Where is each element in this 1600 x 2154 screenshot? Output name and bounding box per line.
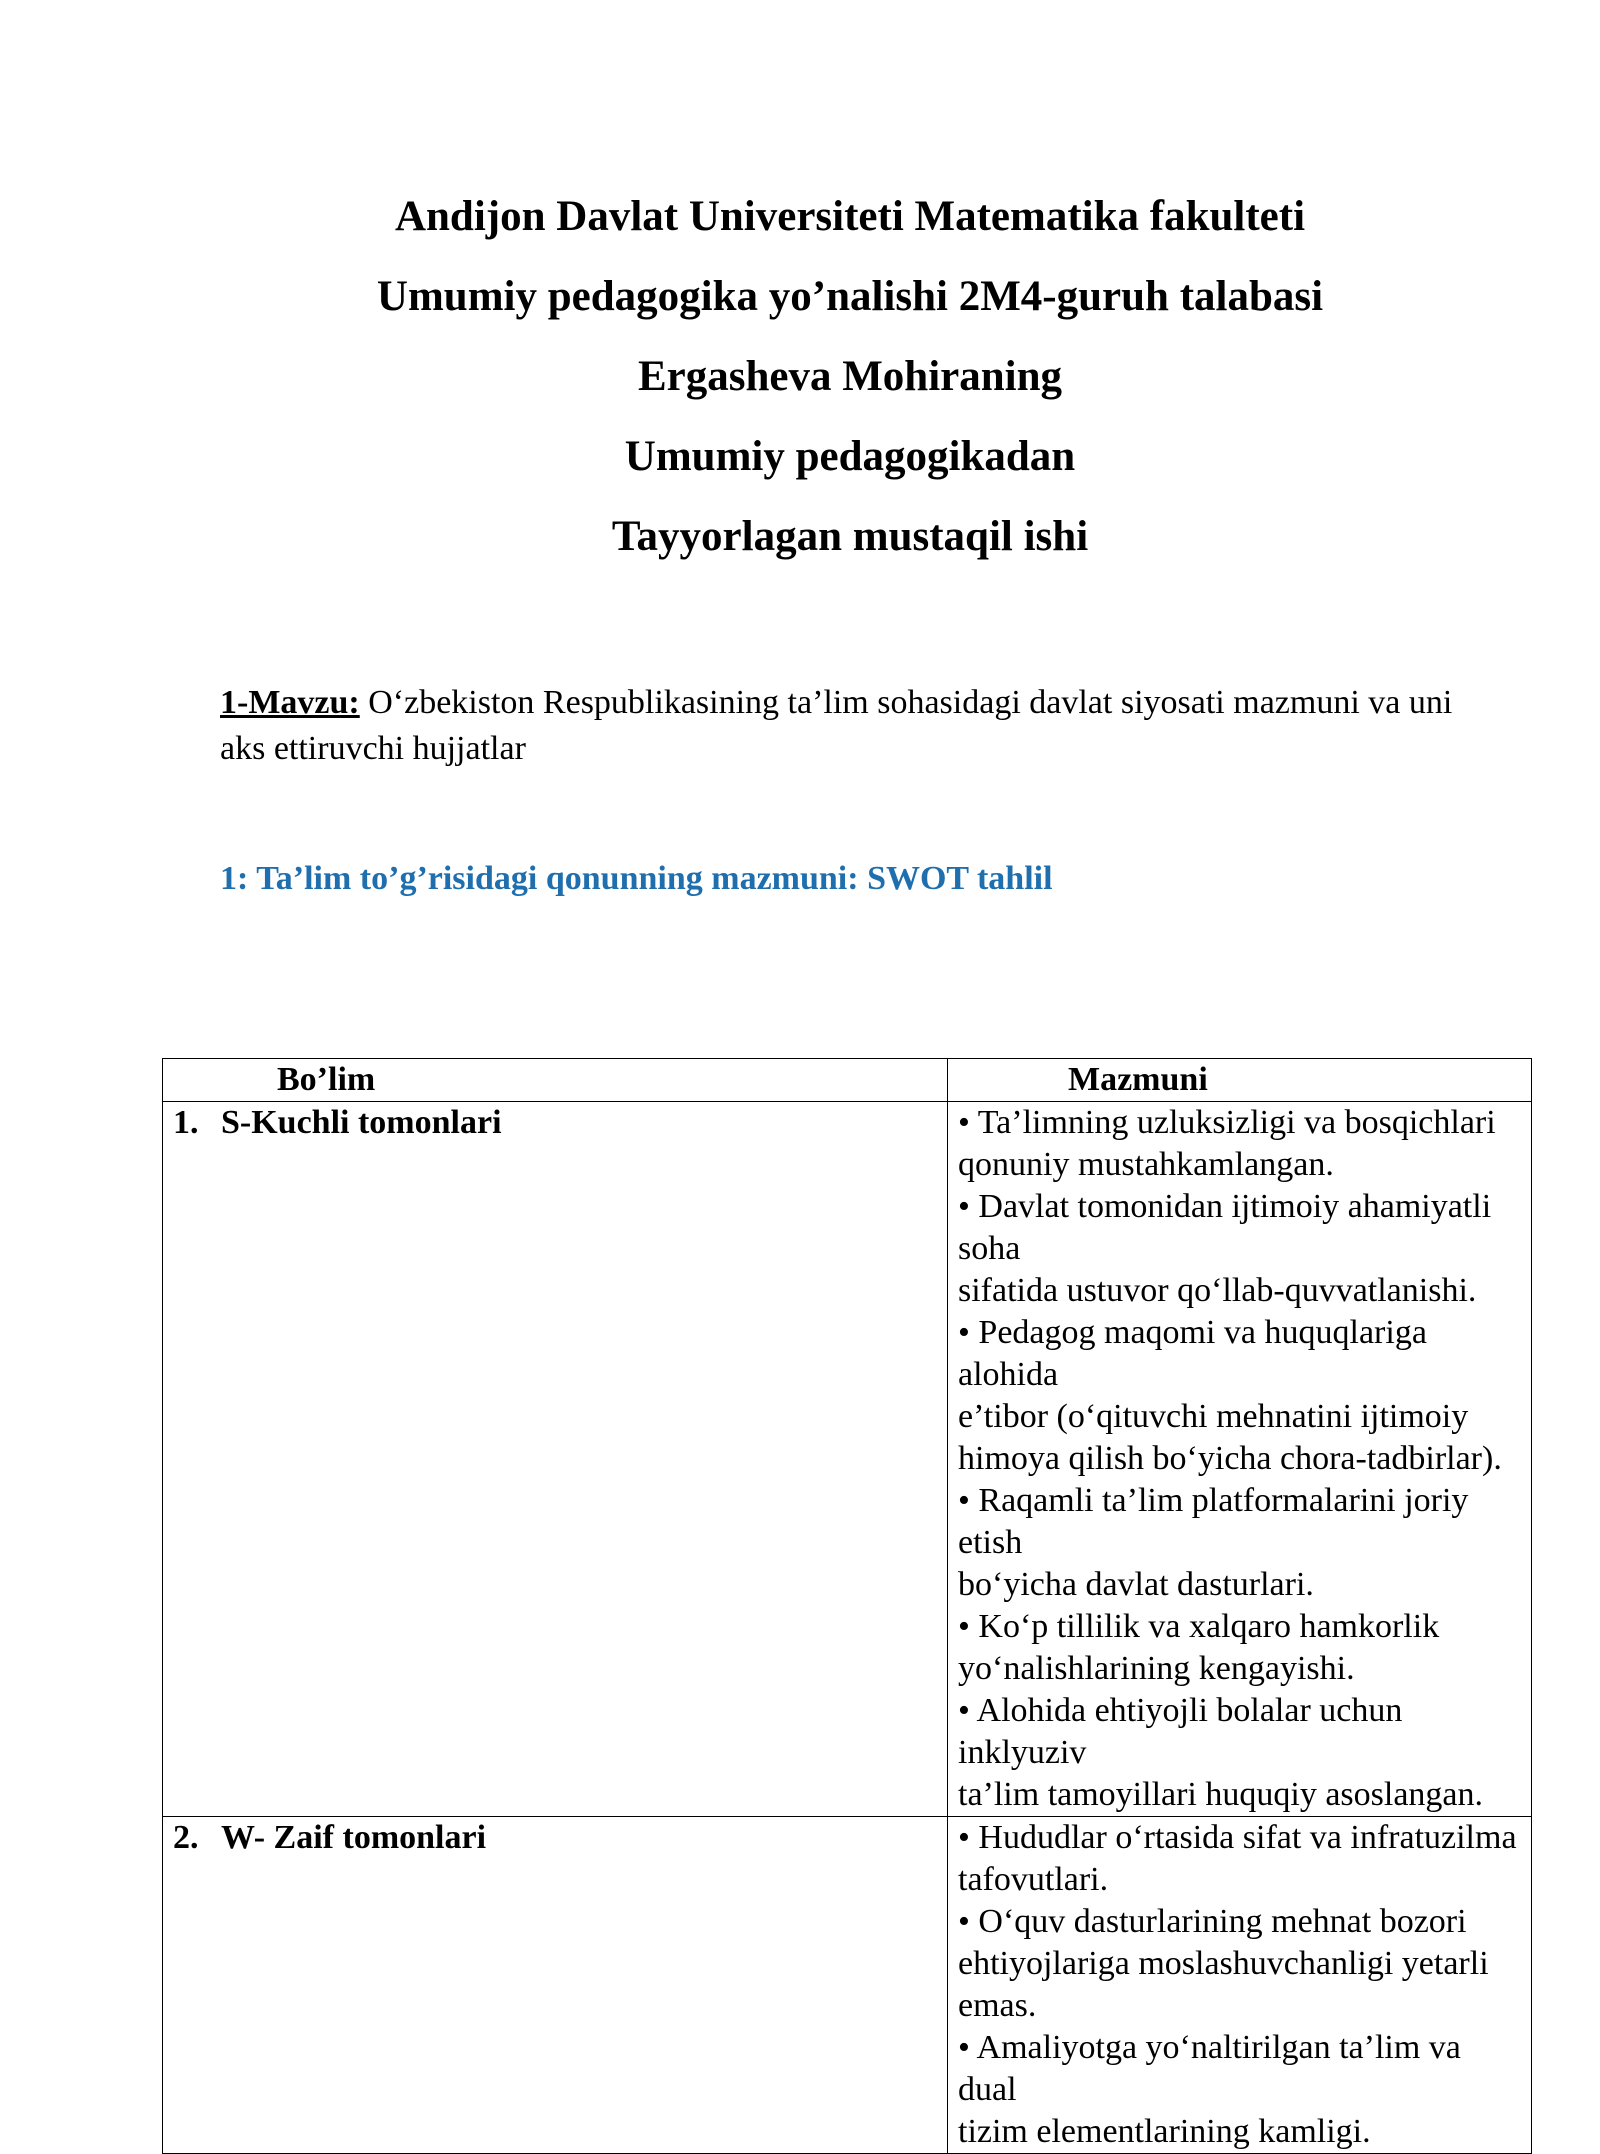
table-header-row — [163, 1059, 1532, 1102]
content-line: • O‘quv dasturlarining mehnat bozori — [958, 1903, 1467, 1940]
content-line: ta’lim tamoyillari huquqiy asoslangan. — [958, 1776, 1484, 1813]
content-line: tafovutlari. — [958, 1861, 1109, 1898]
topic-text: O‘zbekiston Respublikasining ta’lim sohasidagi davlat siyosati mazmuni va uni aks ettiruvchi hujjatlar — [220, 684, 1453, 767]
content-line: tizim elementlarining kamligi. — [958, 2113, 1371, 2150]
row-number: 1. — [173, 1104, 199, 1141]
content-line: bo‘yicha davlat dasturlari. — [958, 1566, 1314, 1603]
title-line-university: Andijon Davlat Universiteti Matematika fakulteti — [394, 193, 1306, 240]
table-row — [163, 1102, 1532, 1817]
content-line: e’tibor (o‘qituvchi mehnatini ijtimoiy — [958, 1398, 1469, 1435]
table-row — [163, 1817, 1532, 2154]
title-line-group: Umumiy pedagogika yo’nalishi 2M4-guruh talabasi — [376, 273, 1324, 320]
content-line: • Pedagog maqomi va huquqlariga alohida — [958, 1314, 1427, 1393]
content-line: yo‘nalishlarining kengayishi. — [958, 1650, 1355, 1687]
content-line: • Ko‘p tillilik va xalqaro hamkorlik — [958, 1608, 1440, 1645]
title-line-subject: Umumiy pedagogikadan — [624, 433, 1076, 480]
section-heading: 1: Ta’lim to’g’risidagi qonunning mazmuni: SWOT tahlil — [220, 860, 1053, 897]
column-header-section: Bo’lim — [163, 1059, 948, 1102]
content-line: • Hududlar o‘rtasida sifat va infratuzilma — [958, 1819, 1517, 1856]
row-number: 2. — [173, 1819, 199, 1856]
title-line-work: Tayyorlagan mustaqil ishi — [611, 513, 1089, 560]
content-line: • Alohida ehtiyojli bolalar uchun inklyuziv — [958, 1692, 1403, 1771]
content-line: • Davlat tomonidan ijtimoiy ahamiyatli soha — [958, 1188, 1492, 1267]
title-line-student: Ergasheva Mohiraning — [637, 353, 1063, 400]
content-line: sifatida ustuvor qo‘llab-quvvatlanishi. — [958, 1272, 1477, 1309]
content-line: himoya qilish bo‘yicha chora-tadbirlar). — [958, 1440, 1502, 1477]
swot-table — [162, 1058, 1532, 2154]
section-cell-strengths — [163, 1102, 948, 1817]
content-line: • Raqamli ta’lim platformalarini joriy etish — [958, 1482, 1469, 1561]
section-name: W- Zaif tomonlari — [221, 1819, 487, 1856]
topic-paragraph — [220, 680, 1480, 772]
section-name: S-Kuchli tomonlari — [221, 1104, 502, 1141]
topic-label: 1-Mavzu: — [220, 684, 360, 721]
content-cell-weaknesses — [948, 1817, 1532, 2154]
column-header-content: Mazmuni — [948, 1059, 1532, 1102]
content-line: ehtiyojlariga moslashuvchanligi yetarli emas. — [958, 1945, 1489, 2024]
content-cell-strengths — [948, 1102, 1532, 1817]
content-line: qonuniy mustahkamlangan. — [958, 1146, 1334, 1183]
content-line: • Amaliyotga yo‘naltirilgan ta’lim va dual — [958, 2029, 1461, 2108]
content-line: • Ta’limning uzluksizligi va bosqichlari — [958, 1104, 1496, 1141]
section-cell-weaknesses — [163, 1817, 948, 2154]
